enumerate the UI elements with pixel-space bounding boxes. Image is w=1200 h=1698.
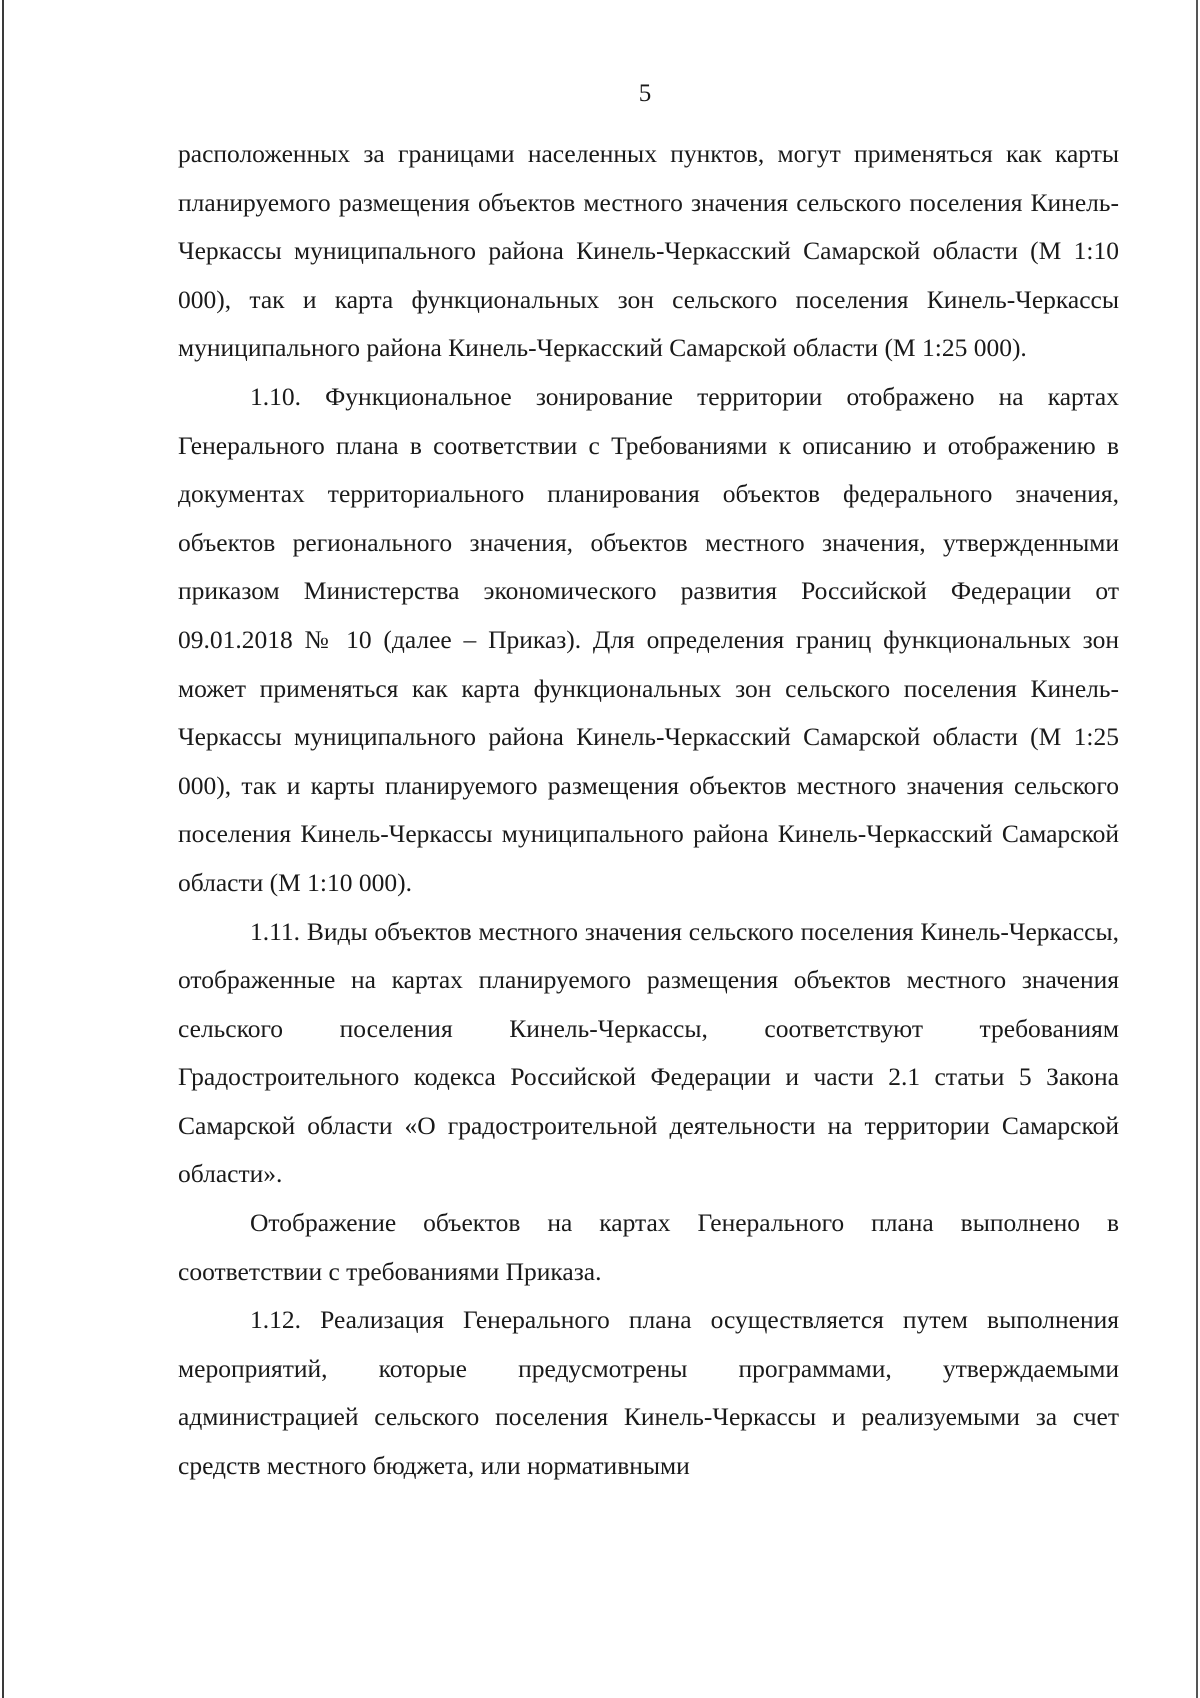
paragraph-display-objects: Отображение объектов на картах Генерального плана выполнено в соответствии с требованиями Приказа. <box>178 1208 1119 1286</box>
paragraph-1-11: 1.11. Виды объектов местного значения сельского поселения Кинель-Черкассы, отображенные на картах планируемого размещения объектов местного значения сельского поселения Кинель-Черкассы, соответствуют требованиям Градостроительного кодекса Российской Федерации и части 2.1 статьи 5 Закона Самарской области «О градостроительной деятельности на территории Самарской области». <box>178 916 1119 1189</box>
page-number: 5 <box>638 80 652 107</box>
body-text <box>178 130 1119 1491</box>
paragraph-continuation: расположенных за границами населенных пунктов, могут применяться как карты планируемого размещения объектов местного значения сельского поселения Кинель-Черкассы муниципального района Кинель-Черкасский Самарской области (М 1:10 000), так и карта функциональных зон сельского поселения Кинель-Черкассы муниципального района Кинель-Черкасский Самарской области (М 1:25 000). <box>178 139 1119 363</box>
paragraph-1-12: 1.12. Реализация Генерального плана осуществляется путем выполнения мероприятий, которые предусмотрены программами, утверждаемыми администрацией сельского поселения Кинель-Черкассы и реализуемыми за счет средств местного бюджета, или нормативными <box>178 1305 1119 1481</box>
paragraph-1-10: 1.10. Функциональное зонирование территории отображено на картах Генерального плана в соответствии с Требованиями к описанию и отображению в документах территориального планирования объектов федерального значения, объектов регионального значения, объектов местного значения, утвержденными приказом Министерства экономического развития Российской Федерации от 09.01.2018 № 10 (далее – Приказ). Для определения границ функциональных зон может применяться как карта функциональных зон сельского поселения Кинель-Черкассы муниципального района Кинель-Черкасский Самарской области (М 1:25 000), так и карты планируемого размещения объектов местного значения сельского поселения Кинель-Черкассы муниципального района Кинель-Черкасский Самарской области (М 1:10 000). <box>178 381 1119 897</box>
scan-edge-right <box>1196 0 1198 1698</box>
scan-edge-left <box>2 0 4 1698</box>
